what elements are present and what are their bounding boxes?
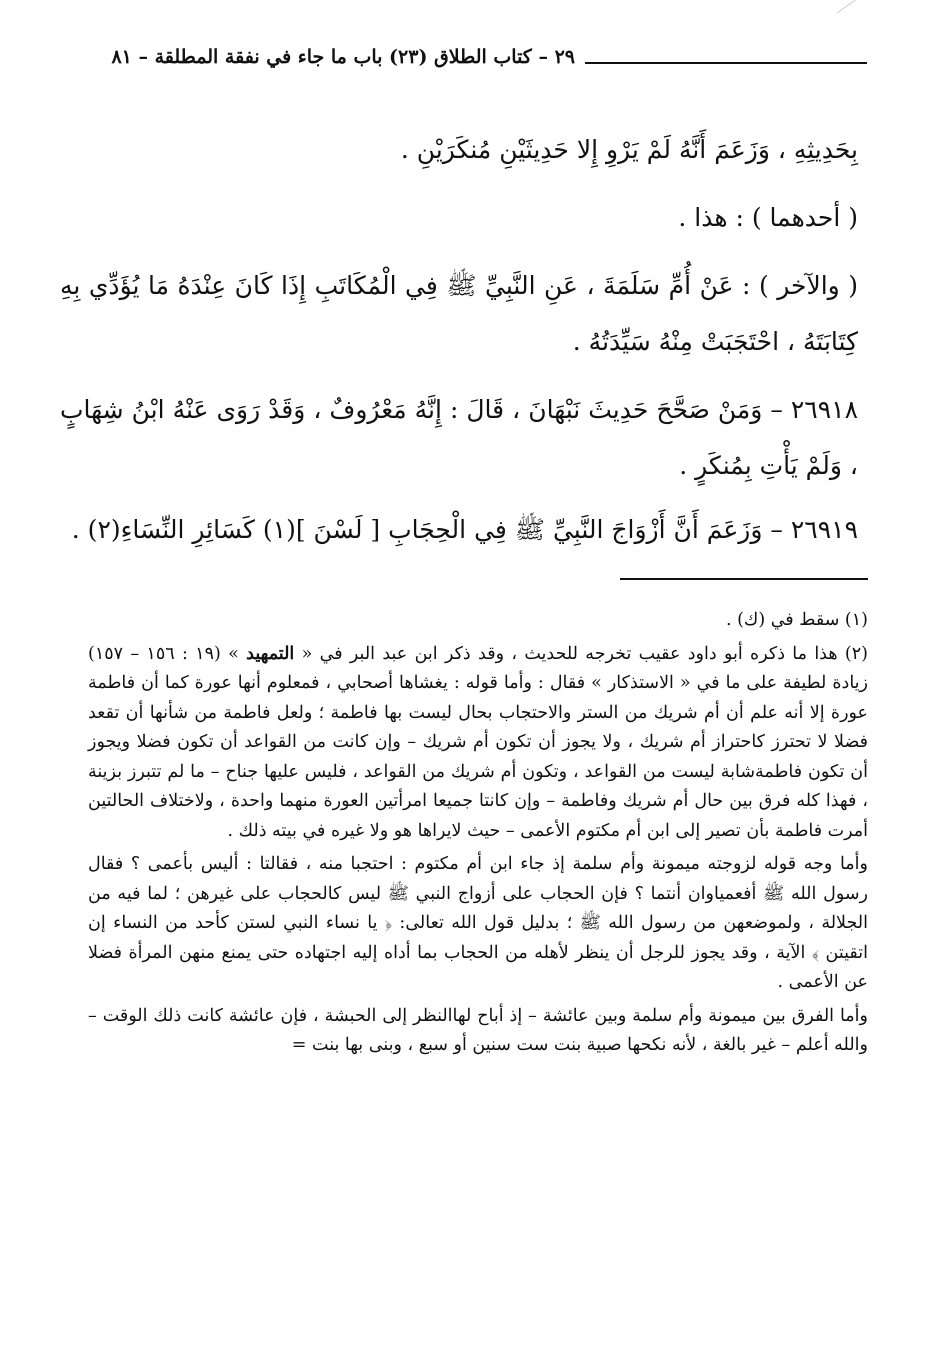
header-rule (585, 62, 867, 64)
footnotes-block (88, 606, 868, 1065)
footnote-1: (١) سقط في (ك) . (725, 610, 868, 630)
footnote-2-book-title: التمهيد (246, 643, 295, 664)
hadith-paragraph-26919: ٢٦٩١٩ – وَزَعَمَ أَنَّ أَزْوَاجَ النَّبِيِّ ﷺ فِي الْحِجَابِ [ لَسْنَ ](١) كَسَائِرِ النِّسَاءِ(٢) . (71, 515, 858, 544)
main-text-block (60, 122, 858, 566)
running-header: ٢٩ – كتاب الطلاق (٢٣) باب ما جاء في نفقة المطلقة – ٨١ (111, 46, 575, 68)
main-paragraph: ( والآخر ) : عَنْ أُمِّ سَلَمَةَ ، عَنِ النَّبِيِّ ﷺ فِي الْمُكَاتَبِ إِذَا كَانَ عِنْدَهُ مَا يُؤَدِّي بِهِ كِتَابَتَهُ ، احْتَجَبَتْ مِنْهُ سَيِّدَتُهُ . (60, 271, 858, 356)
paper-mark (837, 0, 874, 30)
footnote-separator (620, 578, 868, 580)
main-paragraph: ( أحدهما ) : هذا . (678, 203, 858, 232)
hadith-paragraph-26918: ٢٦٩١٨ – وَمَنْ صَحَّحَ حَدِيثَ نَبْهَانَ ، قَالَ : إِنَّهُ مَعْرُوفٌ ، وَقَدْ رَوَى عَنْهُ ابْنُ شِهَابٍ ، وَلَمْ يَأْتِ بِمُنكَرٍ . (60, 395, 858, 480)
footnote-2-text-rest: » (١٩ : ١٥٦ – ١٥٧) زيادة لطيفة على ما في « الاستذكار » فقال : وأما قوله : يغشاها أصحابي ، فمعلوم أنها عورة كما أن فاطمة عورة إلا أنه علم أن أم شريك من الستر والاحتجاب بحال ليست بها فاطمة ؛ ولعل فاطمة من شأنها أن تقعد فضلا لا تحترز كاحتراز أم شريك ، ولا يجوز أن تكون أم شريك – وإن كانت من القواعد أن تكون فضلا ويجوز أن تكون فاطمةشابة ليست من القواعد ، وتكون أم شريك من القواعد ، فليس عليها جناح – ما لم تتبرز بزينة ، فهذا كله فرق بين حال أم شريك وفاطمة – وإن كانتا جميعا امرأتين العورة منهما واحدة ، ولاختلاف الحالتين أمرت فاطمة بأن تصير إلى ابن أم مكتوم الأعمى – حيث لايراها هو ولا غيره في بيته ذلك . (88, 643, 868, 841)
footnote-2 (88, 640, 868, 847)
main-paragraph: بِحَدِيثِهِ ، وَزَعَمَ أَنَّهُ لَمْ يَرْوِ إِلا حَدِيثَيْنِ مُنكَرَيْنِ . (400, 135, 858, 164)
footnote-2-continuation: وأما الفرق بين ميمونة وأم سلمة وبين عائشة – إذ أباح لهاالنظر إلى الحبشة ، فإن عائشة كانت ذلك الوقت – والله أعلم – غير بالغة ، لأنه نكحها صبية بنت ست سنين أو سبع ، وبنى بها بنت = (88, 1005, 868, 1055)
footnote-2-continuation: وأما وجه قوله لزوجته ميمونة وأم سلمة إذ جاء ابن أم مكتوم : احتجبا منه ، فقالتا : أليس بأعمى ؟ فقال رسول الله ﷺ أفعمياوان أنتما ؟ فإن الحجاب على أزواج النبي ﷺ ليس كالحجاب على غيرهن ؛ لما فيه من الجلالة ، ولموضعهن من رسول الله ﷺ ؛ بدليل قول الله تعالى: ﴿ يا نساء النبي لستن كأحد من النساء إن اتقيتن ﴾ الآية ، وقد يجوز للرجل أن ينظر لأهله من الحجاب بما أداه إليه اجتهاده حتى يمنع منهن المرأة فضلا عن الأعمى . (88, 854, 868, 992)
footnote-2-text-start: (٢) هذا ما ذكره أبو داود عقيب تخرجه للحديث ، وقد ذكر ابن عبد البر في « (294, 643, 868, 664)
